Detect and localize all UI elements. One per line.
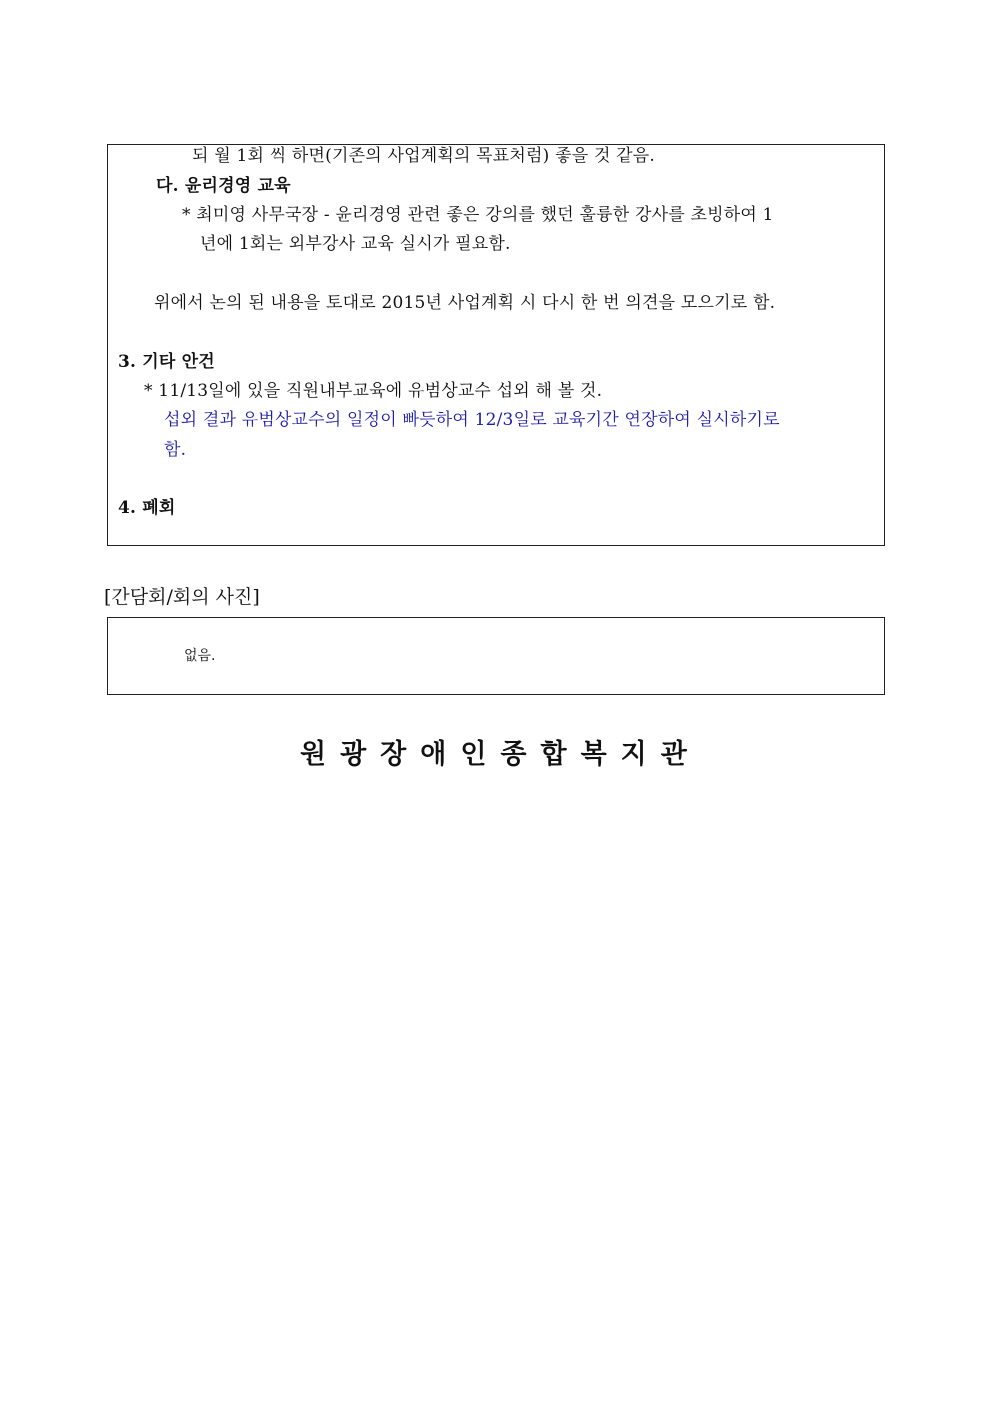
photo-box <box>107 617 885 695</box>
section-4-heading: 4. 폐회 <box>118 498 176 518</box>
organization-name: 원광장애인종합복지관 <box>300 739 701 770</box>
summary-text: 위에서 논의 된 내용을 토대로 2015년 사업계획 시 다시 한 번 의견을 모으기로 함. <box>154 293 776 313</box>
da-note-line-1: * 최미영 사무국장 - 윤리경영 관련 좋은 강의를 했던 훌륭한 강사를 초빙하여 1 <box>182 205 774 225</box>
section-da-heading: 다. 윤리경영 교육 <box>156 176 291 196</box>
section-3-heading: 3. 기타 안건 <box>118 352 215 372</box>
section-3-item: * 11/13일에 있을 직원내부교육에 유범상교수 섭외 해 볼 것. <box>144 381 603 401</box>
minutes-line-1: 되 월 1회 씩 하면(기존의 사업계획의 목표처럼) 좋을 것 같음. <box>192 146 656 166</box>
photo-content: 없음. <box>184 648 216 664</box>
photo-section-caption: [간담회/회의 사진] <box>104 586 260 608</box>
section-3-result-line-2: 함. <box>164 440 187 460</box>
da-note-line-2: 년에 1회는 외부강사 교육 실시가 필요함. <box>200 234 511 254</box>
minutes-box <box>107 144 885 546</box>
section-3-result-line-1: 섭외 결과 유범상교수의 일정이 빠듯하여 12/3일로 교육기간 연장하여 실시하기로 <box>164 410 780 430</box>
